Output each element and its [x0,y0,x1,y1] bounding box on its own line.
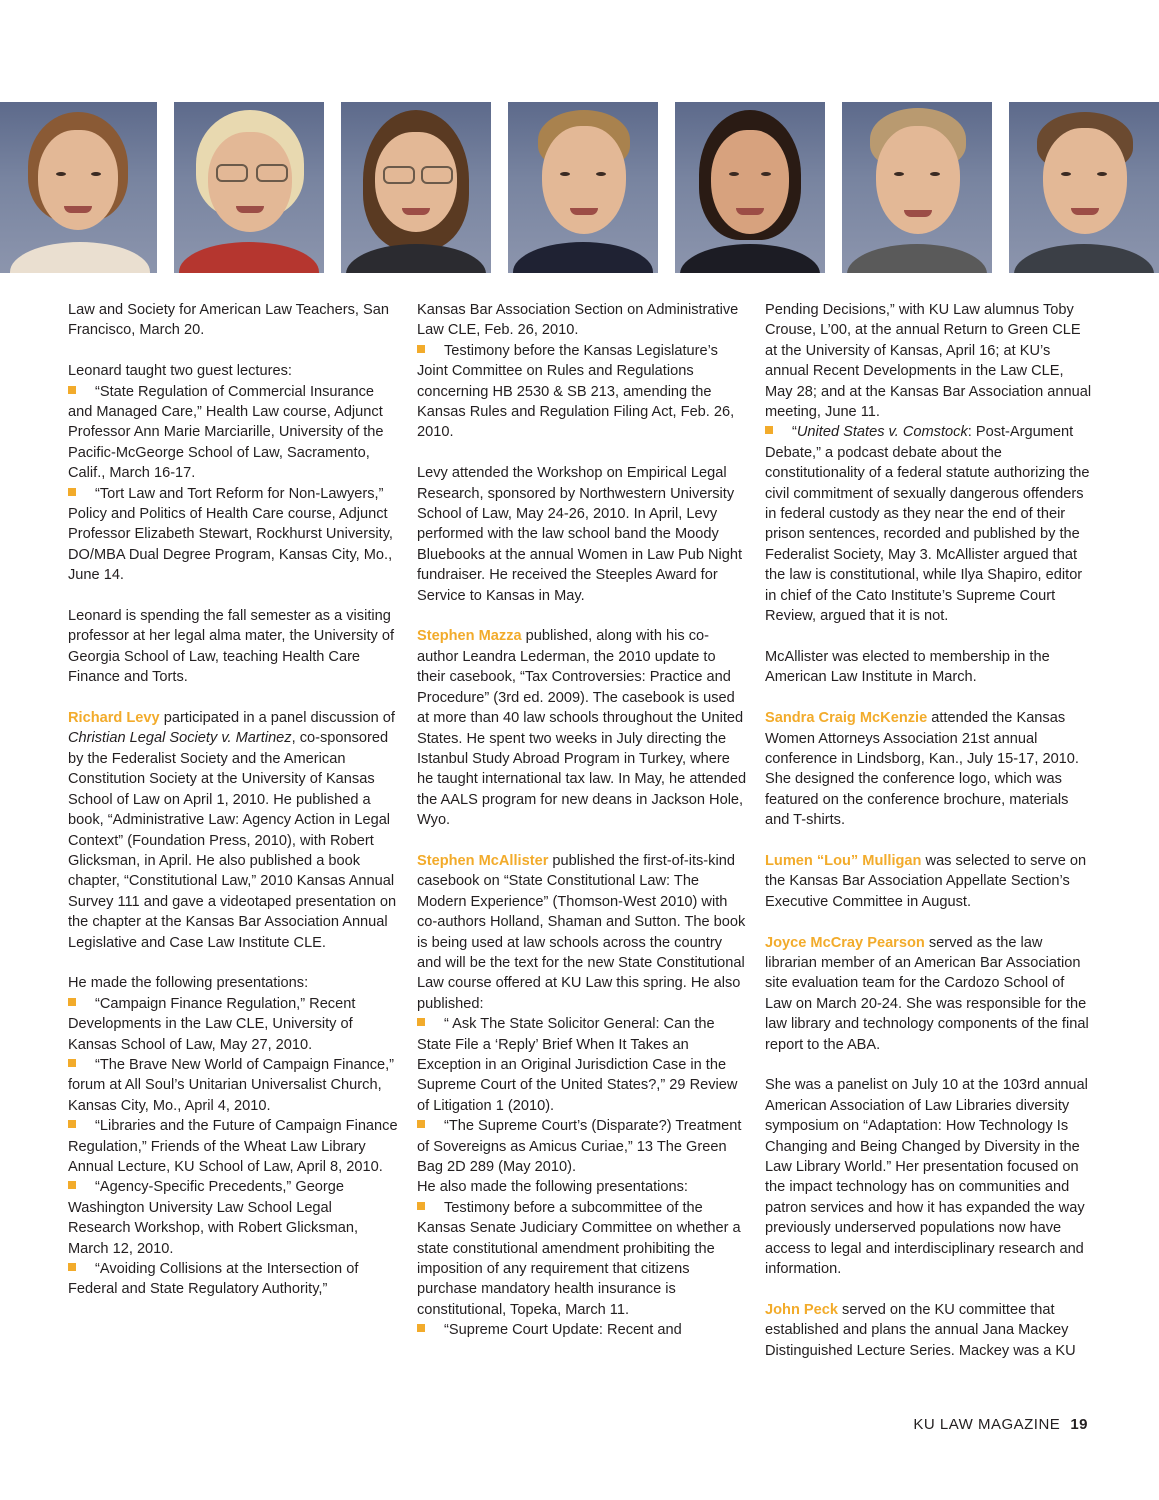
faculty-name: Joyce McCray Pearson [765,934,925,951]
bullet-square-icon [68,1059,76,1067]
paragraph-text: served on the KU committee that established and plans the annual Jana Mackey Distinguished Lecture Series. Mackey was a KU [765,1301,1076,1359]
list-item-text: “ Ask The State Solicitor General: Can the State File a ‘Reply’ Brief When It Takes an Exception in an Original Jurisdiction Case in the Supreme Court of the United States?,” 29 Review of Litigation 1 (2010). [417,1016,738,1114]
paragraph-text: participated in a panel discussion of [159,710,395,727]
faculty-photo-2 [174,102,324,273]
paragraph: Levy attended the Workshop on Empirical Legal Research, sponsored by Northwestern University School of Law, May 24-26, 2010. In April, Levy performed with the law school band the Moody Bluebooks at the annual Women in Law Pub Night fundraiser. He received the Steeples Award for Service to Kansas in May. [417,465,743,604]
list-item [417,1320,747,1340]
faculty-photo-1 [0,102,157,273]
bullet-square-icon [417,345,425,353]
paragraph [417,626,747,830]
faculty-photo-5 [675,102,825,273]
list-item-text: : Post-Argument Debate,” a podcast debate about the constitutionality of a federal statute authorizing the civil commitment of sexually dangerous offenders in federal custody as they near the end of their prison sentences, recorded and published by the Federalist Society, May 3. McAllister argued that the law is constitutional, while Ilya Shapiro, editor in chief of the Cato Institute’s Supreme Court Review, argued that it is not. [765,424,1090,625]
case-title: United States v. Comstock [796,424,968,441]
paragraph: He also made the following presentations: [417,1179,688,1196]
paragraph [417,851,747,1014]
faculty-photo-3 [341,102,491,273]
list-item-text: “ [792,424,797,441]
faculty-photo-6 [842,102,992,273]
list-item-text: “Supreme Court Update: Recent and [444,1322,682,1339]
bullet-square-icon [68,386,76,394]
paragraph [765,1300,1095,1361]
faculty-name: Lumen “Lou” Mulligan [765,852,922,869]
paragraph: Kansas Bar Association Section on Administrative Law CLE, Feb. 26, 2010. [417,302,739,339]
bullet-square-icon [68,1181,76,1189]
list-item-text: “The Brave New World of Campaign Finance,” forum at All Soul’s Unitarian Universalist Church, Kansas City, Mo., April 4, 2010. [68,1056,395,1114]
faculty-name: Stephen McAllister [417,852,549,869]
list-item-text: “Agency-Specific Precedents,” George Washington University Law School Legal Research Workshop, with Robert Glicksman, March 12, 2010. [68,1179,359,1257]
paragraph [765,851,1095,912]
bullet-square-icon [68,998,76,1006]
bullet-square-icon [417,1018,425,1026]
paragraph [68,708,398,953]
paragraph-text: published the first-of-its-kind casebook on “State Constitutional Law: The Modern Experience” (Thomson-West 2010) with co-authors Holland, Shaman and Sutton. The book is being used at law schools across the country and will be the text for the new State Constitutional Law course offered at KU Law this spring. He also published: [417,852,746,1012]
bullet-square-icon [417,1202,425,1210]
faculty-name: Richard Levy [68,710,160,727]
paragraph-text: , co-sponsored by the Federalist Society and the American Constitution Society at the University of Kansas School of Law on April 1, 2010. He published a book, “Administrative Law: Agency Action in Legal Context” (Foundation Press, 2010), with Robert Glicksman, in April. He also published a book chapter, “Constitutional Law,” 2010 Kansas Annual Survey 111 and gave a videotaped presentation on the chapter at the Kansas Bar Association Annual Legislative and Case Law Institute CLE. [68,730,397,951]
paragraph-text: attended the Kansas Women Attorneys Association 21st annual conference in Lindsborg, Kan., July 15-17, 2010. She designed the conference logo, which was featured on the conference brochure, materials and T-shirts. [765,710,1079,829]
list-item [68,1116,398,1177]
list-item-text: “Libraries and the Future of Campaign Finance Regulation,” Friends of the Wheat Law Library Annual Lecture, KU School of Law, April 8, 2010. [68,1118,398,1175]
list-item [417,1198,747,1320]
faculty-name: John Peck [765,1301,838,1318]
list-item [417,1014,747,1116]
text-column-3 [765,300,1095,1361]
paragraph: She was a panelist on July 10 at the 103rd annual American Association of Law Libraries diversity symposium on “Adaptation: How Technology Is Changing and Being Changed by Diversity in the Law Library World.” Her presentation focused on the impact technology has on communities and patron services and how it has expanded the way previously underserved populations now have access to legal and interdisciplinary research and information. [765,1077,1088,1278]
case-title: Christian Legal Society v. Martinez [68,730,292,747]
list-item-text: “Campaign Finance Regulation,” Recent Developments in the Law CLE, University of Kansas School of Law, May 27, 2010. [68,995,356,1053]
faculty-photo-strip [0,102,1159,273]
bullet-square-icon [68,1263,76,1271]
list-item-text: “State Regulation of Commercial Insurance and Managed Care,” Health Law course, Adjunct Professor Ann Marie Marciarille, University of the Pacific-McGeorge School of Law, Sacramento, Calif., March 16-17. [68,383,384,482]
list-item-text: “Avoiding Collisions at the Intersection of Federal and State Regulatory Authority,” [68,1261,359,1298]
list-item [417,1116,747,1177]
faculty-photo-4 [508,102,658,273]
text-column-2 [417,300,747,1341]
page-footer [913,1416,1088,1433]
faculty-name: Sandra Craig McKenzie [765,710,928,727]
list-item [68,484,398,586]
paragraph: He made the following presentations: [68,975,309,992]
page-number: 19 [1070,1416,1088,1433]
paragraph-text: was selected to serve on the Kansas Bar Association Appellate Section’s Executive Committee in August. [765,852,1087,910]
paragraph-text: served as the law librarian member of an American Bar Association site evaluation team for the Cardozo School of Law on March 20-24. She was responsible for the law library and technology components of the final report to the ABA. [765,934,1089,1053]
list-item [417,341,747,443]
list-item [68,1177,398,1259]
bullet-square-icon [417,1120,425,1128]
list-item [68,382,398,484]
bullet-square-icon [765,426,773,434]
list-item [765,422,1095,626]
paragraph: Leonard taught two guest lectures: [68,363,292,380]
paragraph [765,933,1095,1055]
list-item-text: Testimony before the Kansas Legislature’s Joint Committee on Rules and Regulations concerning HB 2530 & SB 213, amending the Kansas Rules and Regulation Filing Act, Feb. 26, 2010. [417,342,735,441]
list-item [68,1259,398,1300]
paragraph [765,708,1095,830]
list-item-text: Testimony before a subcommittee of the Kansas Senate Judiciary Committee on whether a state constitutional amendment prohibiting the imposition of any requirement that citizens purchase mandatory health insurance is constitutional, Topeka, March 11. [417,1199,741,1318]
text-column-1 [68,300,398,1300]
paragraph: Leonard is spending the fall semester as a visiting professor at her legal alma mater, the University of Georgia School of Law, teaching Health Care Finance and Torts. [68,608,395,686]
bullet-square-icon [417,1324,425,1332]
paragraph: Law and Society for American Law Teachers, San Francisco, March 20. [68,302,389,339]
faculty-name: Stephen Mazza [417,628,522,645]
paragraph-text: published, along with his co-author Leandra Lederman, the 2010 update to their casebook, “Tax Controversies: Practice and Procedure” (3rd ed. 2009). The casebook is used at more than 40 law schools throughout the United States. He spent two weeks in July directing the Istanbul Study Abroad Program in Turkey, where he taught international tax law. In May, he attended the AALS program for new deans in Jackson Hole, Wyo. [417,628,747,829]
list-item [68,1055,398,1116]
faculty-photo-7 [1009,102,1159,273]
paragraph: Pending Decisions,” with KU Law alumnus Toby Crouse, L’00, at the annual Return to Green CLE at the University of Kansas, April 16; at KU’s annual Recent Developments in the Law CLE, May 28; and at the Kansas Bar Association annual meeting, June 11. [765,302,1092,421]
paragraph: McAllister was elected to membership in the American Law Institute in March. [765,648,1050,686]
list-item-text: “The Supreme Court’s (Disparate?) Treatment of Sovereigns as Amicus Curiae,” 13 The Green Bag 2D 289 (May 2010). [417,1118,742,1176]
bullet-square-icon [68,1120,76,1128]
magazine-title: KU LAW MAGAZINE [913,1416,1061,1433]
bullet-square-icon [68,488,76,496]
list-item [68,994,398,1055]
list-item-text: “Tort Law and Tort Reform for Non-Lawyers,” Policy and Politics of Health Care course, Adjunct Professor Elizabeth Stewart, Rockhurst University, DO/MBA Dual Degree Program, Kansas City, Mo., June 14. [68,485,393,584]
